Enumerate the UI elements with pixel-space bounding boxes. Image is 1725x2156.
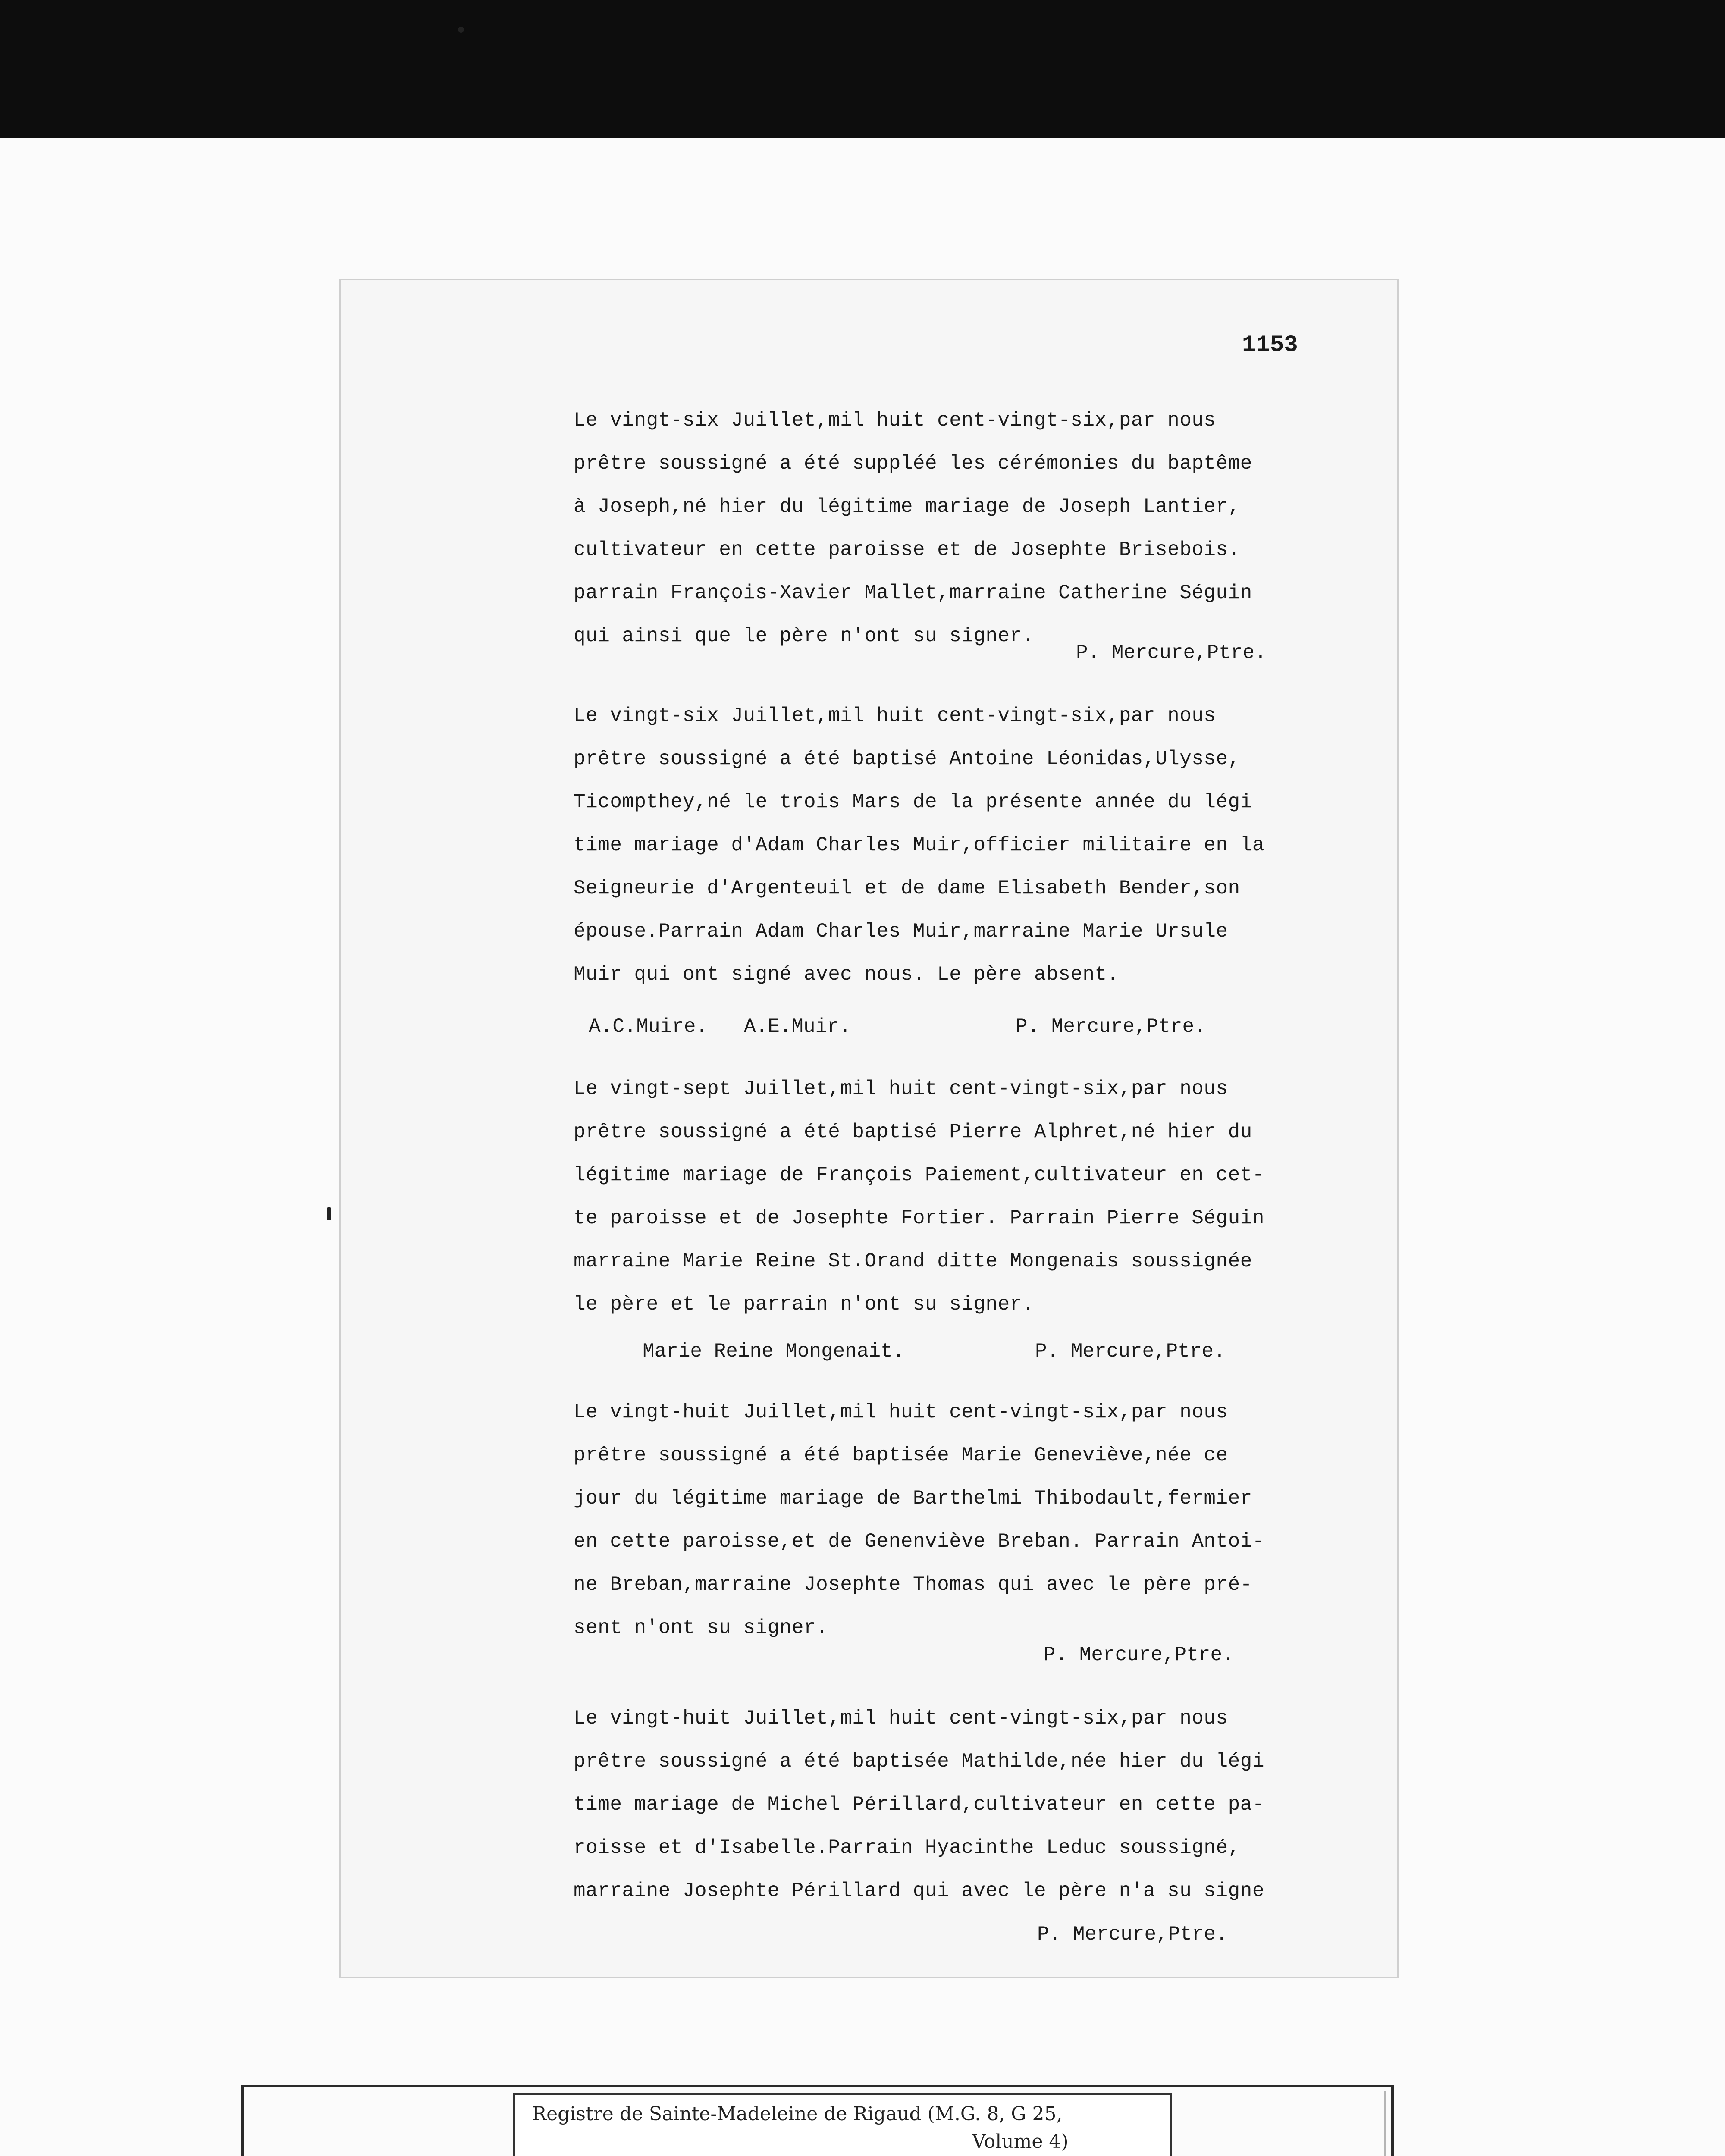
baptism-entry (574, 1697, 1393, 1912)
entry-line: marraine Marie Reine St.Orand ditte Mongenais soussignée (574, 1250, 1252, 1272)
entry-line: ne Breban,marraine Josephte Thomas qui avec le père pré- (574, 1573, 1252, 1596)
entry-line: te paroisse et de Josephte Fortier. Parrain Pierre Séguin (574, 1207, 1264, 1229)
entry-line: le père et le parrain n'ont su signer. (574, 1293, 1034, 1316)
entry-line: Le vingt-sept Juillet,mil huit cent-vingt-six,par nous (574, 1078, 1228, 1100)
entry-line: Seigneurie d'Argenteuil et de dame Elisabeth Bender,son (574, 877, 1240, 899)
entry-line: à Joseph,né hier du légitime mariage de Joseph Lantier, (574, 495, 1240, 518)
priest-signature: P. Mercure,Ptre. (1037, 1923, 1228, 1946)
entry-line: marraine Josephte Périllard qui avec le père n'a su signe (574, 1880, 1264, 1902)
entry-line: prêtre soussigné a été baptisée Marie Geneviève,née ce (574, 1444, 1228, 1467)
entry-line: épouse.Parrain Adam Charles Muir,marraine Marie Ursule (574, 920, 1228, 943)
entry-line: sent n'ont su signer. (574, 1617, 828, 1639)
reference-line: Registre de Sainte-Madeleine de Rigaud (M.G. 8, G 25, (532, 2103, 1063, 2125)
entry-line: jour du légitime mariage de Barthelmi Thibodault,fermier (574, 1487, 1252, 1510)
entry-line: cultivateur en cette paroisse et de Josephte Brisebois. (574, 539, 1240, 561)
label-edge-mark (1384, 2091, 1386, 2156)
priest-signature: P. Mercure,Ptre. (1044, 1644, 1234, 1666)
sponsor-signature: A.C.Muire. (589, 1015, 708, 1038)
entry-line: prêtre soussigné a été baptisé Pierre Alphret,né hier du (574, 1121, 1252, 1143)
entry-line: Le vingt-huit Juillet,mil huit cent-vingt-six,par nous (574, 1707, 1228, 1730)
entry-line: parrain François-Xavier Mallet,marraine Catherine Séguin (574, 582, 1252, 604)
priest-signature: P. Mercure,Ptre. (1076, 642, 1267, 664)
entry-line: Le vingt-six Juillet,mil huit cent-vingt-six,par nous (574, 409, 1216, 432)
dust-speck (458, 27, 464, 33)
priest-signature: P. Mercure,Ptre. (1035, 1340, 1226, 1363)
entry-line: time mariage d'Adam Charles Muir,officier militaire en la (574, 834, 1264, 856)
reference-strip (513, 2093, 1172, 2156)
entry-line: Le vingt-huit Juillet,mil huit cent-vingt-six,par nous (574, 1401, 1228, 1423)
sponsor-signature: A.E.Muir. (744, 1015, 851, 1038)
baptism-entry (574, 399, 1393, 658)
baptism-entry (574, 1391, 1393, 1649)
entry-line: prêtre soussigné a été baptisé Antoine Léonidas,Ulysse, (574, 748, 1240, 770)
entry-line: qui ainsi que le père n'ont su signer. (574, 625, 1034, 647)
entry-line: roisse et d'Isabelle.Parrain Hyacinthe Leduc soussigné, (574, 1836, 1240, 1859)
entry-line: prêtre soussigné a été baptisée Mathilde,née hier du légi (574, 1750, 1264, 1773)
page-number: 1153 (1242, 332, 1298, 358)
entry-line: Muir qui ont signé avec nous. Le père absent. (574, 963, 1119, 986)
reference-volume: Volume 4) (972, 2131, 1069, 2153)
entry-line: time mariage de Michel Périllard,cultivateur en cette pa- (574, 1793, 1264, 1816)
priest-signature: P. Mercure,Ptre. (1016, 1015, 1206, 1038)
baptism-entry (574, 1067, 1393, 1326)
baptism-entry (574, 694, 1393, 996)
entry-line: légitime mariage de François Paiement,cultivateur en cet- (574, 1164, 1264, 1186)
entry-line: Le vingt-six Juillet,mil huit cent-vingt-six,par nous (574, 705, 1216, 727)
entry-line: Ticompthey,né le trois Mars de la présente année du légi (574, 791, 1252, 813)
register-page (341, 280, 1397, 1977)
dust-speck (327, 1207, 331, 1220)
entry-line: en cette paroisse,et de Genenviève Breban. Parrain Antoi- (574, 1530, 1264, 1553)
entry-line: prêtre soussigné a été suppléé les cérémonies du baptême (574, 452, 1252, 475)
sponsor-signature: Marie Reine Mongenait. (643, 1340, 905, 1363)
